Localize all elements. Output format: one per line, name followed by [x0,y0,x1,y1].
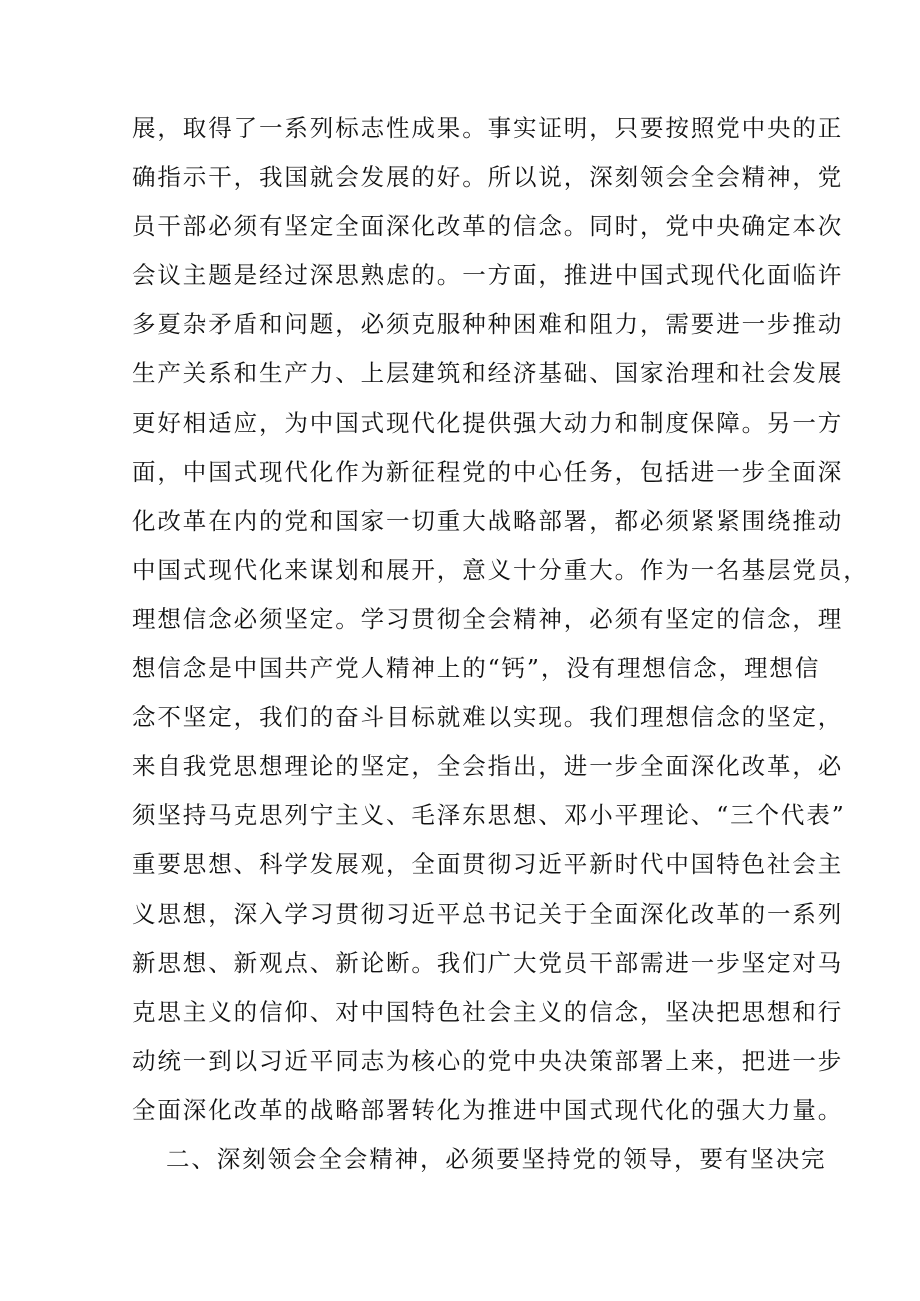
text-line: 义思想，深入学习贯彻习近平总书记关于全面深化改革的一系列 [132,899,844,928]
text-line: 中国式现代化来谋划和展开，意义十分重大。作为一名基层党员， [132,555,869,584]
text-line: 重要思想、科学发展观，全面贯彻习近平新时代中国特色社会主 [132,850,844,879]
text-line: 员干部必须有坚定全面深化改革的信念。同时，党中央确定本次 [132,212,844,241]
text-line: 来自我党思想理论的坚定，全会指出，进一步全面深化改革，必 [132,752,844,781]
body-text [132,104,869,1184]
section-heading-line: 二、深刻领会全会精神，必须要坚持党的领导，要有坚决完 [166,1144,827,1173]
text-line: 生产关系和生产力、上层建筑和经济基础、国家治理和社会发展 [132,359,844,388]
text-line: 化改革在内的党和国家一切重大战略部署，都必须紧紧围绕推动 [132,506,844,535]
text-line: 多夏杂矛盾和问题，必须克服种种困难和阻力，需要进一步推动 [132,310,844,339]
text-line: 动统一到以习近平同志为核心的党中央决策部署上来，把进一步 [132,1046,844,1075]
text-line: 念不坚定，我们的奋斗目标就难以实现。我们理想信念的坚定， [132,703,844,732]
text-line: 须坚持马克思列宁主义、毛泽东思想、邓小平理论、“三个代表” [132,801,846,830]
text-line: 克思主义的信仰、对中国特色社会主义的信念，坚决把思想和行 [132,997,844,1026]
text-line: 更好相适应，为中国式现代化提供强大动力和制度保障。另一方 [132,408,844,437]
text-line: 新思想、新观点、新论断。我们广大党员干部需进一步坚定对马 [132,948,844,977]
text-line: 确指示干，我国就会发展的好。所以说，深刻领会全会精神，党 [132,163,844,192]
text-line: 面，中国式现代化作为新征程党的中心任务，包括进一步全面深 [132,457,844,486]
text-line: 想信念是中国共产党人精神上的“钙”，没有理想信念，理想信 [132,654,821,683]
text-line: 展，取得了一系列标志性成果。事实证明，只要按照党中央的正 [132,114,844,142]
paragraph-end-line: 全面深化改革的战略部署转化为推进中国式现代化的强大力量。 [132,1095,844,1124]
text-line: 会议主题是经过深思熟虑的。一方面，推进中国式现代化面临许 [132,261,844,290]
text-line: 理想信念必须坚定。学习贯彻全会精神，必须有坚定的信念，理 [132,604,844,633]
